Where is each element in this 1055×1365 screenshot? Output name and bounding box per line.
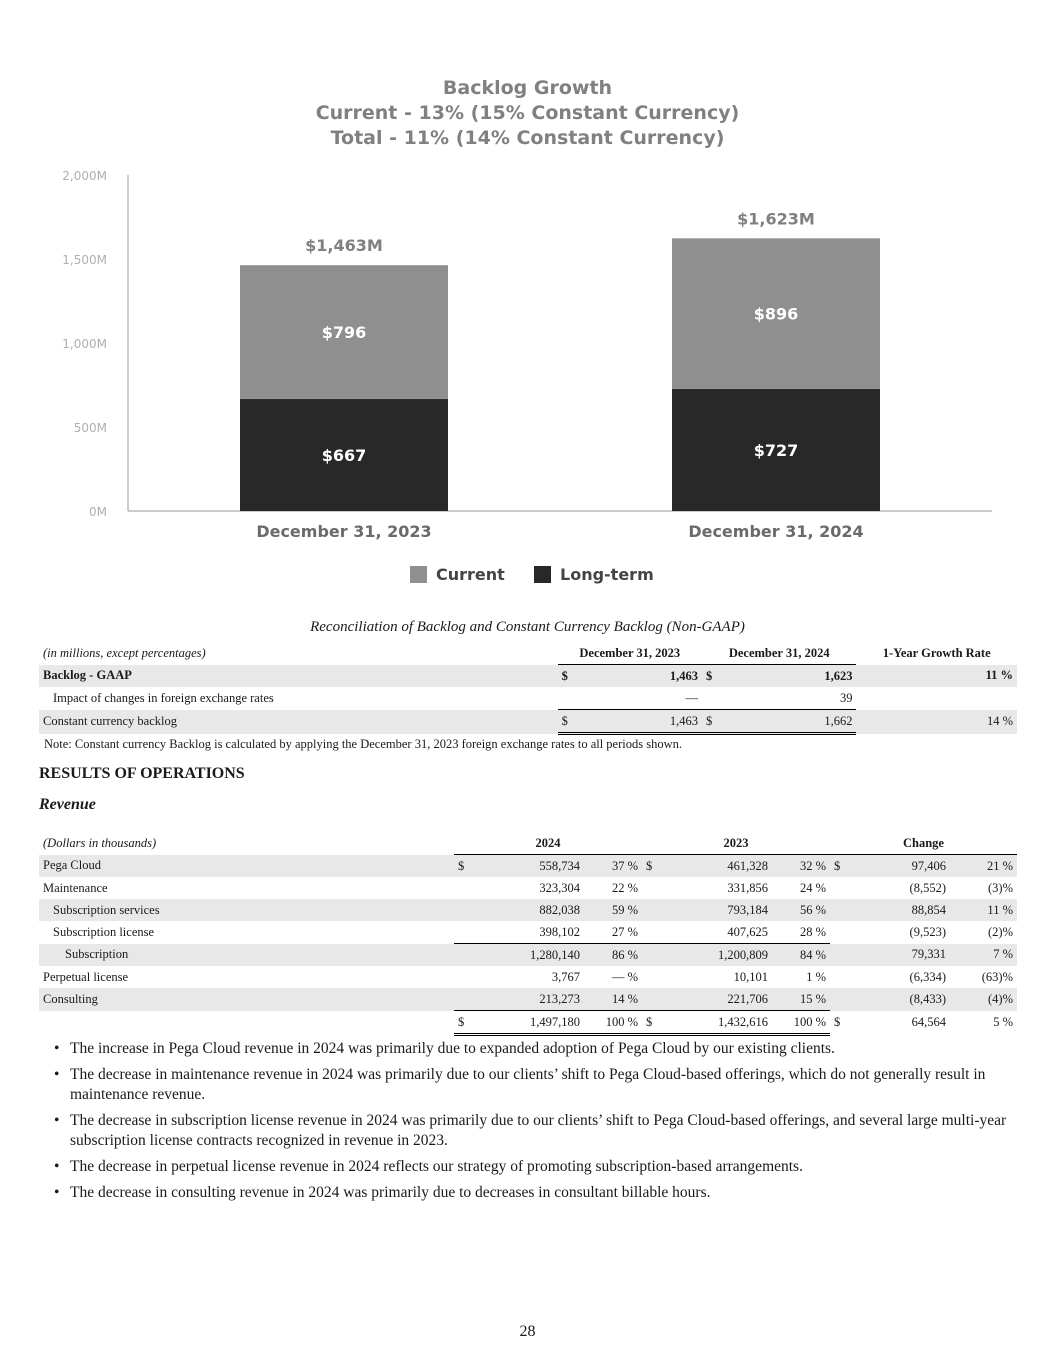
bar-value-label: $727 [753,440,799,460]
pct-2024: 27 % [584,921,642,944]
unit-label: (in millions, except percentages) [43,645,206,660]
currency-symbol [642,966,662,988]
bar-value-label: $896 [753,304,799,324]
chart-title: Backlog Growth [442,77,613,99]
revenue-table [39,832,1017,1036]
backlog-chart [0,0,1055,560]
currency-symbol [830,944,850,967]
backlog-table [39,642,1017,735]
currency-symbol: $ [454,1011,474,1035]
change-value: (8,552) [909,880,946,895]
table-row [39,687,1017,710]
growth-rate: 11 % [856,665,1017,688]
revenue-header-row [39,832,1017,855]
value-2024: 3,767 [551,969,580,984]
row-label: Subscription services [39,899,454,921]
backlog-note: Note: Constant currency Backlog is calculated by applying the December 31, 2023 foreign exchange rates to all periods shown. [44,737,683,751]
list-item [50,1111,1025,1151]
change-pct: (4)% [950,988,1017,1011]
y-tick-label: 0M [89,505,107,519]
col-header-2023: 2023 [642,832,830,855]
value-2023: 10,101 [733,969,768,984]
change-pct: 7 % [950,944,1017,967]
pct-2024: — % [611,969,638,984]
table-row [39,944,1017,967]
row-label: Perpetual license [43,969,129,984]
table-row [39,921,1017,944]
row-label: Consulting [39,988,454,1011]
bullet-icon: • [54,1158,60,1175]
row-label: Pega Cloud [39,855,454,878]
value-2023: 1,463 [582,710,702,734]
revenue-commentary-list [50,1039,1025,1209]
change-pct: (2)% [988,924,1013,939]
table-row [39,855,1017,878]
currency-symbol [830,966,850,988]
change-pct: (63)% [981,969,1013,984]
value-2023: 1,432,616 [662,1011,772,1035]
row-label: Constant currency backlog [39,710,558,734]
growth-rate [856,687,1017,710]
currency-symbol [454,877,474,899]
value-2023: 793,184 [662,899,772,921]
currency-symbol: $ [702,665,726,688]
bullet-icon: • [54,1112,60,1129]
value-2023: 331,856 [727,880,768,895]
bar-value-label: $796 [321,323,367,343]
currency-symbol [702,687,726,710]
table-row [39,1011,1017,1035]
pct-2024: 86 % [584,944,642,967]
currency-symbol [830,921,850,944]
x-category-label: December 31, 2023 [256,522,432,541]
pct-2024: 14 % [584,988,642,1011]
currency-symbol [830,899,850,921]
value-2024: 882,038 [474,899,584,921]
value-2024: 323,304 [539,880,580,895]
pct-2024: 100 % [584,1011,642,1035]
value-2023: 1,200,809 [662,944,772,967]
value-2024: 1,497,180 [474,1011,584,1035]
currency-symbol [454,921,474,944]
currency-symbol [642,988,662,1011]
list-item [50,1065,1025,1105]
currency-symbol [454,944,474,967]
bar-total-label: $1,623M [737,209,815,229]
change-value: (8,433) [850,988,950,1011]
currency-symbol [642,899,662,921]
value-2024: 1,623 [726,665,856,688]
col-header-change: Change [830,832,1017,855]
pct-2023: 15 % [772,988,830,1011]
y-tick-label: 500M [73,421,107,435]
unit-label: (Dollars in thousands) [43,835,157,850]
value-2024: 398,102 [474,921,584,944]
currency-symbol [558,687,582,710]
legend-label-current: Current [436,565,505,584]
value-2023: — [582,687,702,710]
value-2023: 221,706 [662,988,772,1011]
table-row [39,877,1017,899]
value-2023: 461,328 [662,855,772,878]
list-item [50,1039,1025,1059]
row-label: Impact of changes in foreign exchange rates [53,690,274,705]
value-2024: 213,273 [474,988,584,1011]
section-heading: RESULTS OF OPERATIONS [39,765,245,782]
x-category-label: December 31, 2024 [688,522,864,541]
currency-symbol [642,921,662,944]
bullet-text: The decrease in consulting revenue in 2024 was primarily due to decreases in consultant billable hours. [70,1184,711,1201]
subsection-heading: Revenue [39,796,96,813]
row-label: Maintenance [43,880,108,895]
currency-symbol: $ [642,855,662,878]
list-item [50,1157,1025,1177]
bullet-icon: • [54,1066,60,1083]
change-value: 88,854 [850,899,950,921]
currency-symbol: $ [454,855,474,878]
pct-2023: 84 % [772,944,830,967]
value-2024: 39 [726,687,856,710]
pct-2023: 56 % [772,899,830,921]
bullet-icon: • [54,1040,60,1057]
bullet-text: The decrease in subscription license revenue in 2024 was primarily due to our clients’ shift to Pega Cloud-based offerings, and several large multi-year subscription license contracts recognized in revenue in 2023. [70,1112,1007,1149]
value-2024: 558,734 [474,855,584,878]
change-value: (9,523) [909,924,946,939]
pct-2023: 24 % [799,880,826,895]
currency-symbol [830,988,850,1011]
row-label [39,1011,454,1035]
pct-2024: 22 % [611,880,638,895]
legend-swatch-long-term [534,566,551,583]
table-row [39,710,1017,734]
legend-swatch-current [410,566,427,583]
change-value: 97,406 [850,855,950,878]
y-tick-label: 1,000M [62,337,107,351]
change-value: (6,334) [909,969,946,984]
chart-subtitle-total: Total - 11% (14% Constant Currency) [330,127,725,149]
table-row [39,665,1017,688]
bar-value-label: $667 [321,445,367,465]
legend-label-long-term: Long-term [560,565,654,584]
col-header-2023: December 31, 2023 [558,642,702,665]
row-label: Subscription license [53,924,155,939]
row-label: Backlog - GAAP [39,665,558,688]
page-number: 28 [519,1323,536,1340]
value-2024: 1,280,140 [474,944,584,967]
value-2024: 1,662 [726,710,856,734]
currency-symbol: $ [558,710,582,734]
currency-symbol [454,988,474,1011]
change-value: 64,564 [911,1015,946,1029]
currency-symbol: $ [558,665,582,688]
bullet-text: The increase in Pega Cloud revenue in 2024 was primarily due to expanded adoption of Pega Cloud by our existing clients. [70,1040,835,1057]
currency-symbol: $ [642,1011,662,1035]
currency-symbol: $ [830,855,850,878]
table-row [39,988,1017,1011]
value-2023: 407,625 [662,921,772,944]
y-tick-label: 1,500M [62,253,107,267]
currency-symbol [830,877,850,899]
currency-symbol [642,877,662,899]
bullet-text: The decrease in maintenance revenue in 2024 was primarily due to our clients’ shift to Pega Cloud-based offerings, which do not generally result in maintenance revenue. [70,1066,986,1103]
list-item [50,1183,1025,1203]
change-pct: 11 % [950,899,1017,921]
bar-total-label: $1,463M [305,236,383,256]
y-tick-label: 2,000M [62,169,107,183]
growth-rate: 14 % [856,710,1017,734]
pct-2024: 37 % [584,855,642,878]
currency-symbol [454,966,474,988]
currency-symbol: $ [702,710,726,734]
backlog-table-caption: Reconciliation of Backlog and Constant Currency Backlog (Non-GAAP) [310,619,745,635]
table-row [39,966,1017,988]
table-row [39,899,1017,921]
value-2023: 1,463 [582,665,702,688]
pct-2023: 32 % [772,855,830,878]
bullet-text: The decrease in perpetual license revenue in 2024 reflects our strategy of promoting subscription-based arrangements. [70,1158,803,1175]
change-value: 79,331 [850,944,950,967]
col-header-2024: 2024 [454,832,642,855]
change-pct: 21 % [950,855,1017,878]
pct-2023: 28 % [772,921,830,944]
bullet-icon: • [54,1184,60,1201]
col-header-2024: December 31, 2024 [702,642,856,665]
currency-symbol [454,899,474,921]
chart-subtitle-current: Current - 13% (15% Constant Currency) [315,102,740,124]
pct-2023: 100 % [772,1011,830,1035]
backlog-header-row [39,642,1017,665]
change-pct: (3)% [988,880,1013,895]
col-header-growth: 1-Year Growth Rate [882,645,991,660]
change-pct: 5 % [993,1015,1013,1029]
currency-symbol: $ [834,1015,841,1029]
row-label: Subscription [39,944,454,967]
currency-symbol [642,944,662,967]
pct-2023: 1 % [806,969,826,984]
pct-2024: 59 % [584,899,642,921]
